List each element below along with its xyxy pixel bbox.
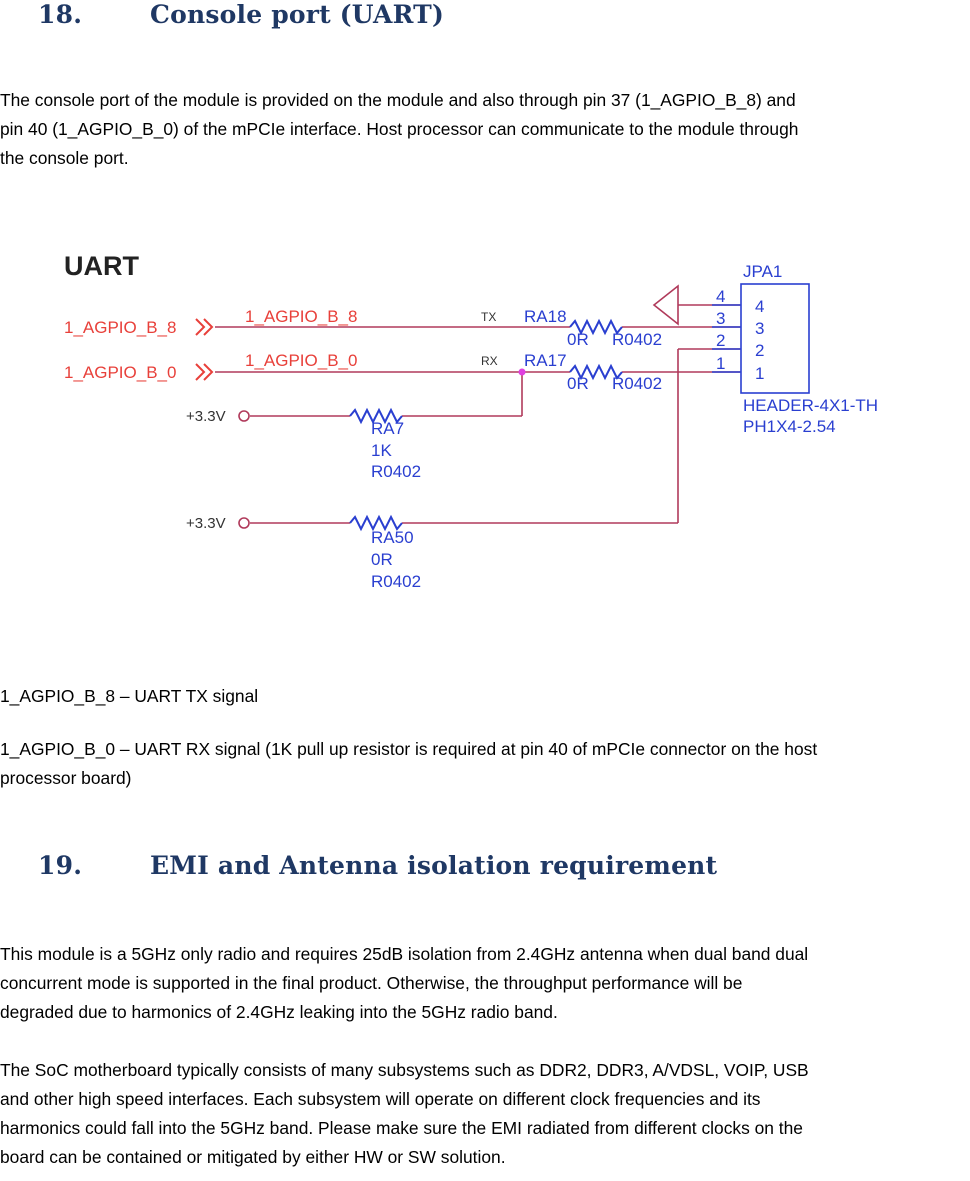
- uart-schematic: [0, 235, 970, 605]
- paragraph-line: The SoC motherboard typically consists of many subsystems such as DDR2, DDR3, A/VDSL, VOIP, USB: [0, 1060, 809, 1080]
- signal-tag: TX: [481, 310, 497, 324]
- section-number: 19.: [38, 851, 83, 880]
- resistor-value: 0R: [567, 330, 589, 349]
- paragraph-line: This module is a 5GHz only radio and requires 25dB isolation from 2.4GHz antenna when dual band dual: [0, 944, 809, 964]
- pin-number-inner: 4: [755, 297, 765, 316]
- paragraph-line: harmonics could fall into the 5GHz band. Please make sure the EMI radiated from different clocks on the: [0, 1118, 803, 1138]
- signal-notes: [0, 682, 970, 711]
- pin-number-inner: 3: [755, 319, 765, 338]
- port-label: 1_AGPIO_B_8: [64, 318, 177, 337]
- paragraph-line: The console port of the module is provided on the module and also through pin 37 (1_AGPIO_B_8) and: [0, 90, 796, 110]
- net-label: 1_AGPIO_B_0: [245, 351, 358, 370]
- pin-number-outer: 4: [716, 287, 726, 306]
- power-label: +3.3V: [186, 408, 226, 425]
- net-label: 1_AGPIO_B_8: [245, 307, 358, 326]
- header-footprint: PH1X4-2.54: [743, 417, 836, 436]
- resistor-package: R0402: [371, 572, 422, 591]
- resistor-ref: RA50: [371, 528, 414, 547]
- section-title: EMI and Antenna isolation requirement: [150, 851, 718, 880]
- signal-tag: RX: [481, 354, 498, 368]
- resistor-package: R0402: [371, 462, 422, 481]
- schematic-title: UART: [64, 251, 139, 281]
- power-terminal-icon: [239, 518, 249, 528]
- paragraph-line: pin 40 (1_AGPIO_B_0) of the mPCIe interface. Host processor can communicate to the module through: [0, 119, 799, 139]
- port-label: 1_AGPIO_B_0: [64, 363, 177, 382]
- resistor-ref: RA17: [524, 351, 567, 370]
- pin-number-outer: 2: [716, 331, 726, 350]
- section-title: Console port (UART): [150, 0, 445, 29]
- note-line: 1_AGPIO_B_0 – UART RX signal (1K pull up resistor is required at pin 40 of mPCIe connector on the host: [0, 739, 818, 759]
- note-line: processor board): [0, 768, 132, 788]
- paragraph-line: concurrent mode is supported in the final product. Otherwise, the throughput performance will be: [0, 973, 743, 993]
- header-jpa1-box: [741, 284, 809, 393]
- ground-flag-icon: [654, 286, 678, 324]
- pin-number-inner: 2: [755, 341, 765, 360]
- section-number: 18.: [38, 0, 83, 29]
- pin-number-outer: 1: [716, 354, 726, 373]
- resistor-value: 1K: [371, 441, 392, 460]
- paragraph-line: degraded due to harmonics of 2.4GHz leaking into the 5GHz radio band.: [0, 1002, 558, 1022]
- emi-paragraph-2: [0, 1056, 970, 1172]
- power-terminal-icon: [239, 411, 249, 421]
- pin-number-inner: 1: [755, 364, 765, 383]
- resistor-ref: RA7: [371, 419, 405, 438]
- emi-paragraph-1: [0, 940, 970, 1027]
- paragraph-line: the console port.: [0, 148, 129, 168]
- paragraph-line: board can be contained or mitigated by either HW or SW solution.: [0, 1147, 506, 1167]
- paragraph-line: and other high speed interfaces. Each subsystem will operate on different clock frequencies and its: [0, 1089, 761, 1109]
- port-arrow-icon: [196, 319, 212, 335]
- resistor-package: R0402: [612, 330, 663, 349]
- signal-notes-rx: [0, 735, 970, 793]
- resistor-value: 0R: [567, 374, 589, 393]
- header-part: HEADER-4X1-TH: [743, 396, 879, 415]
- port-arrow-icon: [196, 364, 212, 380]
- resistor-ref: RA18: [524, 307, 567, 326]
- power-label: +3.3V: [186, 515, 226, 532]
- console-port-paragraph: [0, 86, 970, 173]
- pin-number-outer: 3: [716, 309, 726, 328]
- header-ref: JPA1: [743, 262, 783, 281]
- resistor-value: 0R: [371, 550, 393, 569]
- note-line: 1_AGPIO_B_8 – UART TX signal: [0, 686, 259, 706]
- resistor-package: R0402: [612, 374, 663, 393]
